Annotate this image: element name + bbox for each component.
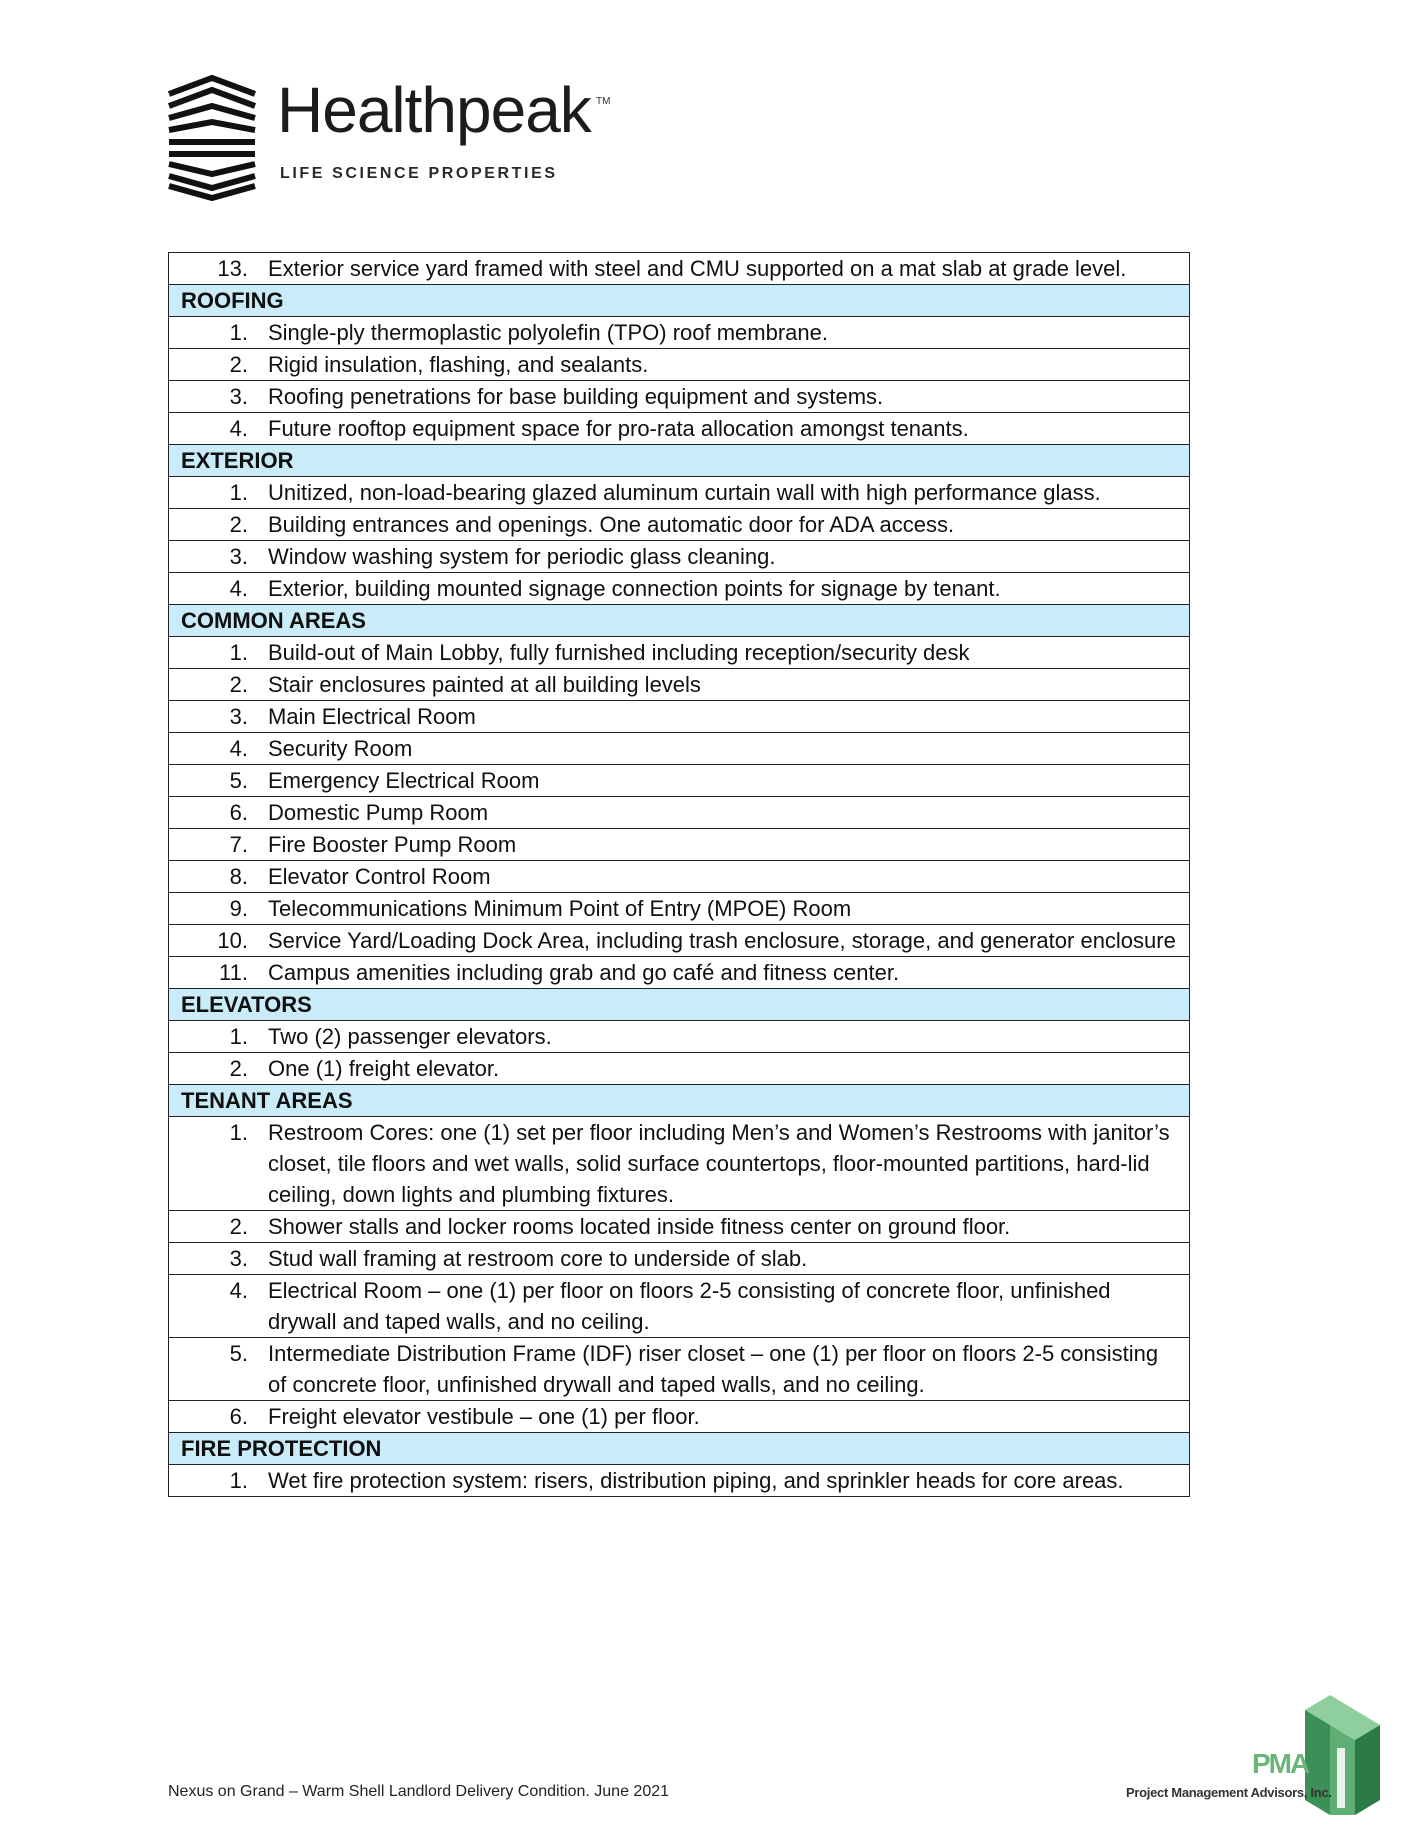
item-text: Freight elevator vestibule – one (1) per floor. bbox=[268, 1404, 700, 1429]
table-row bbox=[169, 1243, 1190, 1275]
item-number: 1. bbox=[229, 320, 248, 345]
list-item bbox=[169, 797, 1189, 828]
table-cell bbox=[169, 509, 1190, 541]
table-cell bbox=[169, 733, 1190, 765]
item-text: Roofing penetrations for base building equipment and systems. bbox=[268, 384, 884, 409]
table-cell bbox=[169, 861, 1190, 893]
item-text: Electrical Room – one (1) per floor on floors 2-5 consisting of concrete floor, unfinished drywall and taped walls, and no ceiling. bbox=[268, 1278, 1111, 1334]
item-number: 3. bbox=[229, 1246, 248, 1271]
item-number: 2. bbox=[229, 352, 248, 377]
table-row bbox=[169, 1053, 1190, 1085]
table-cell bbox=[169, 893, 1190, 925]
table-row bbox=[169, 413, 1190, 445]
table-cell bbox=[169, 1211, 1190, 1243]
item-text: Exterior service yard framed with steel and CMU supported on a mat slab at grade level. bbox=[268, 256, 1127, 281]
table-row bbox=[169, 1338, 1190, 1401]
section-heading-row bbox=[169, 1085, 1190, 1117]
item-number: 6. bbox=[229, 1404, 248, 1429]
list-item bbox=[169, 541, 1189, 572]
table-cell bbox=[169, 1021, 1190, 1053]
item-number: 13. bbox=[217, 256, 248, 281]
list-item bbox=[169, 317, 1189, 348]
table-cell bbox=[169, 957, 1190, 989]
table-cell bbox=[169, 797, 1190, 829]
item-number: 3. bbox=[229, 384, 248, 409]
item-number: 3. bbox=[229, 544, 248, 569]
item-text: Rigid insulation, flashing, and sealants. bbox=[268, 352, 649, 377]
list-item bbox=[169, 893, 1189, 924]
table-cell bbox=[169, 1243, 1190, 1275]
spec-table bbox=[168, 252, 1190, 1497]
table-cell bbox=[169, 1338, 1190, 1401]
healthpeak-logo-icon bbox=[165, 72, 259, 202]
section-heading-row bbox=[169, 1433, 1190, 1465]
item-number: 2. bbox=[229, 512, 248, 537]
list-item bbox=[169, 733, 1189, 764]
table-row bbox=[169, 1465, 1190, 1497]
item-number: 1. bbox=[229, 640, 248, 665]
table-cell bbox=[169, 1401, 1190, 1433]
table-row bbox=[169, 797, 1190, 829]
table-row bbox=[169, 829, 1190, 861]
table-cell bbox=[169, 765, 1190, 797]
section-heading: ELEVATORS bbox=[169, 989, 1190, 1021]
trademark: TM bbox=[596, 96, 611, 107]
list-item bbox=[169, 829, 1189, 860]
list-item bbox=[169, 381, 1189, 412]
table-row bbox=[169, 1401, 1190, 1433]
list-item bbox=[169, 349, 1189, 380]
item-text: Wet fire protection system: risers, distribution piping, and sprinkler heads for core areas. bbox=[268, 1468, 1124, 1493]
list-item bbox=[169, 413, 1189, 444]
table-row bbox=[169, 765, 1190, 797]
table-row bbox=[169, 861, 1190, 893]
section-heading: EXTERIOR bbox=[169, 445, 1190, 477]
table-row bbox=[169, 701, 1190, 733]
item-text: Exterior, building mounted signage connection points for signage by tenant. bbox=[268, 576, 1001, 601]
list-item bbox=[169, 1465, 1189, 1496]
item-number: 4. bbox=[229, 576, 248, 601]
list-item bbox=[169, 573, 1189, 604]
table-row bbox=[169, 349, 1190, 381]
section-heading: TENANT AREAS bbox=[169, 1085, 1190, 1117]
table-cell bbox=[169, 253, 1190, 285]
item-number: 5. bbox=[229, 1341, 248, 1366]
table-row bbox=[169, 925, 1190, 957]
pma-letters: PMA bbox=[1252, 1748, 1309, 1779]
table-cell bbox=[169, 349, 1190, 381]
item-text: Intermediate Distribution Frame (IDF) riser closet – one (1) per floor on floors 2-5 consisting of concrete floor, unfinished drywall and taped walls, and no ceiling. bbox=[268, 1341, 1159, 1397]
brand-name: Healthpeak bbox=[277, 74, 591, 146]
list-item bbox=[169, 1021, 1189, 1052]
table-cell bbox=[169, 413, 1190, 445]
item-text: Build-out of Main Lobby, fully furnished including reception/security desk bbox=[268, 640, 970, 665]
list-item bbox=[169, 861, 1189, 892]
table-cell bbox=[169, 925, 1190, 957]
section-heading: COMMON AREAS bbox=[169, 605, 1190, 637]
footer-document-title: Nexus on Grand – Warm Shell Landlord Delivery Condition. June 2021 bbox=[168, 1783, 670, 1800]
list-item bbox=[169, 637, 1189, 668]
item-number: 2. bbox=[229, 672, 248, 697]
brand-subtitle: LIFE SCIENCE PROPERTIES bbox=[280, 165, 558, 182]
list-item bbox=[169, 1211, 1189, 1242]
table-row bbox=[169, 477, 1190, 509]
item-text: Fire Booster Pump Room bbox=[268, 832, 517, 857]
section-heading: FIRE PROTECTION bbox=[169, 1433, 1190, 1465]
item-number: 9. bbox=[229, 896, 248, 921]
item-number: 8. bbox=[229, 864, 248, 889]
item-number: 5. bbox=[229, 768, 248, 793]
table-cell bbox=[169, 541, 1190, 573]
table-cell bbox=[169, 829, 1190, 861]
item-number: 2. bbox=[229, 1214, 248, 1239]
table-row bbox=[169, 733, 1190, 765]
table-cell bbox=[169, 1275, 1190, 1338]
item-text: Domestic Pump Room bbox=[268, 800, 489, 825]
item-number: 1. bbox=[229, 480, 248, 505]
section-heading-row bbox=[169, 605, 1190, 637]
pma-company-name: Project Management Advisors, Inc. bbox=[1126, 1785, 1332, 1800]
table-row bbox=[169, 1275, 1190, 1338]
list-item bbox=[169, 509, 1189, 540]
item-text: Stud wall framing at restroom core to underside of slab. bbox=[268, 1246, 808, 1271]
table-row bbox=[169, 1021, 1190, 1053]
table-cell bbox=[169, 637, 1190, 669]
item-text: Single-ply thermoplastic polyolefin (TPO) roof membrane. bbox=[268, 320, 829, 345]
list-item bbox=[169, 477, 1189, 508]
table-row bbox=[169, 317, 1190, 349]
table-row bbox=[169, 253, 1190, 285]
list-item bbox=[169, 1275, 1189, 1337]
table-cell bbox=[169, 701, 1190, 733]
list-item bbox=[169, 1243, 1189, 1274]
item-text: Main Electrical Room bbox=[268, 704, 476, 729]
item-text: Building entrances and openings. One automatic door for ADA access. bbox=[268, 512, 955, 537]
item-number: 1. bbox=[229, 1468, 248, 1493]
table-cell bbox=[169, 1117, 1190, 1211]
item-text: Two (2) passenger elevators. bbox=[268, 1024, 552, 1049]
item-text: Service Yard/Loading Dock Area, including trash enclosure, storage, and generator enclosure bbox=[268, 928, 1176, 953]
table-cell bbox=[169, 477, 1190, 509]
list-item bbox=[169, 669, 1189, 700]
table-cell bbox=[169, 669, 1190, 701]
item-number: 10. bbox=[217, 928, 248, 953]
table-row bbox=[169, 541, 1190, 573]
list-item bbox=[169, 1338, 1189, 1400]
list-item bbox=[169, 1401, 1189, 1432]
list-item bbox=[169, 1053, 1189, 1084]
table-row bbox=[169, 509, 1190, 541]
table-row bbox=[169, 1211, 1190, 1243]
section-heading-row bbox=[169, 445, 1190, 477]
item-text: Telecommunications Minimum Point of Entry (MPOE) Room bbox=[268, 896, 852, 921]
table-cell bbox=[169, 573, 1190, 605]
item-text: Emergency Electrical Room bbox=[268, 768, 540, 793]
item-number: 1. bbox=[229, 1120, 248, 1145]
item-text: Future rooftop equipment space for pro-rata allocation amongst tenants. bbox=[268, 416, 969, 441]
list-item bbox=[169, 1117, 1189, 1210]
table-row bbox=[169, 957, 1190, 989]
section-heading: ROOFING bbox=[169, 285, 1190, 317]
section-heading-row bbox=[169, 285, 1190, 317]
table-row bbox=[169, 637, 1190, 669]
table-row bbox=[169, 1117, 1190, 1211]
table-row bbox=[169, 669, 1190, 701]
item-number: 4. bbox=[229, 1278, 248, 1303]
list-item bbox=[169, 925, 1189, 956]
list-item bbox=[169, 253, 1189, 284]
item-number: 7. bbox=[229, 832, 248, 857]
item-number: 4. bbox=[229, 416, 248, 441]
item-text: Stair enclosures painted at all building levels bbox=[268, 672, 701, 697]
table-cell bbox=[169, 317, 1190, 349]
item-number: 2. bbox=[229, 1056, 248, 1081]
list-item bbox=[169, 701, 1189, 732]
table-cell bbox=[169, 1465, 1190, 1497]
table-cell bbox=[169, 381, 1190, 413]
item-text: Window washing system for periodic glass cleaning. bbox=[268, 544, 776, 569]
item-number: 6. bbox=[229, 800, 248, 825]
table-row bbox=[169, 893, 1190, 925]
item-number: 1. bbox=[229, 1024, 248, 1049]
list-item bbox=[169, 957, 1189, 988]
item-number: 3. bbox=[229, 704, 248, 729]
item-text: One (1) freight elevator. bbox=[268, 1056, 500, 1081]
item-number: 11. bbox=[219, 960, 248, 985]
table-cell bbox=[169, 1053, 1190, 1085]
item-text: Unitized, non-load-bearing glazed aluminum curtain wall with high performance glass. bbox=[268, 480, 1101, 505]
item-text: Campus amenities including grab and go café and fitness center. bbox=[268, 960, 900, 985]
item-text: Elevator Control Room bbox=[268, 864, 491, 889]
item-text: Shower stalls and locker rooms located inside fitness center on ground floor. bbox=[268, 1214, 1011, 1239]
item-text: Security Room bbox=[268, 736, 413, 761]
list-item bbox=[169, 765, 1189, 796]
table-row bbox=[169, 573, 1190, 605]
section-heading-row bbox=[169, 989, 1190, 1021]
item-number: 4. bbox=[229, 736, 248, 761]
item-text: Restroom Cores: one (1) set per floor including Men’s and Women’s Restrooms with janitor’s closet, tile floors and wet walls, solid surface countertops, floor-mounted partitions, hard-lid ceiling, down lights and plumbing fixtures. bbox=[268, 1120, 1170, 1207]
table-row bbox=[169, 381, 1190, 413]
